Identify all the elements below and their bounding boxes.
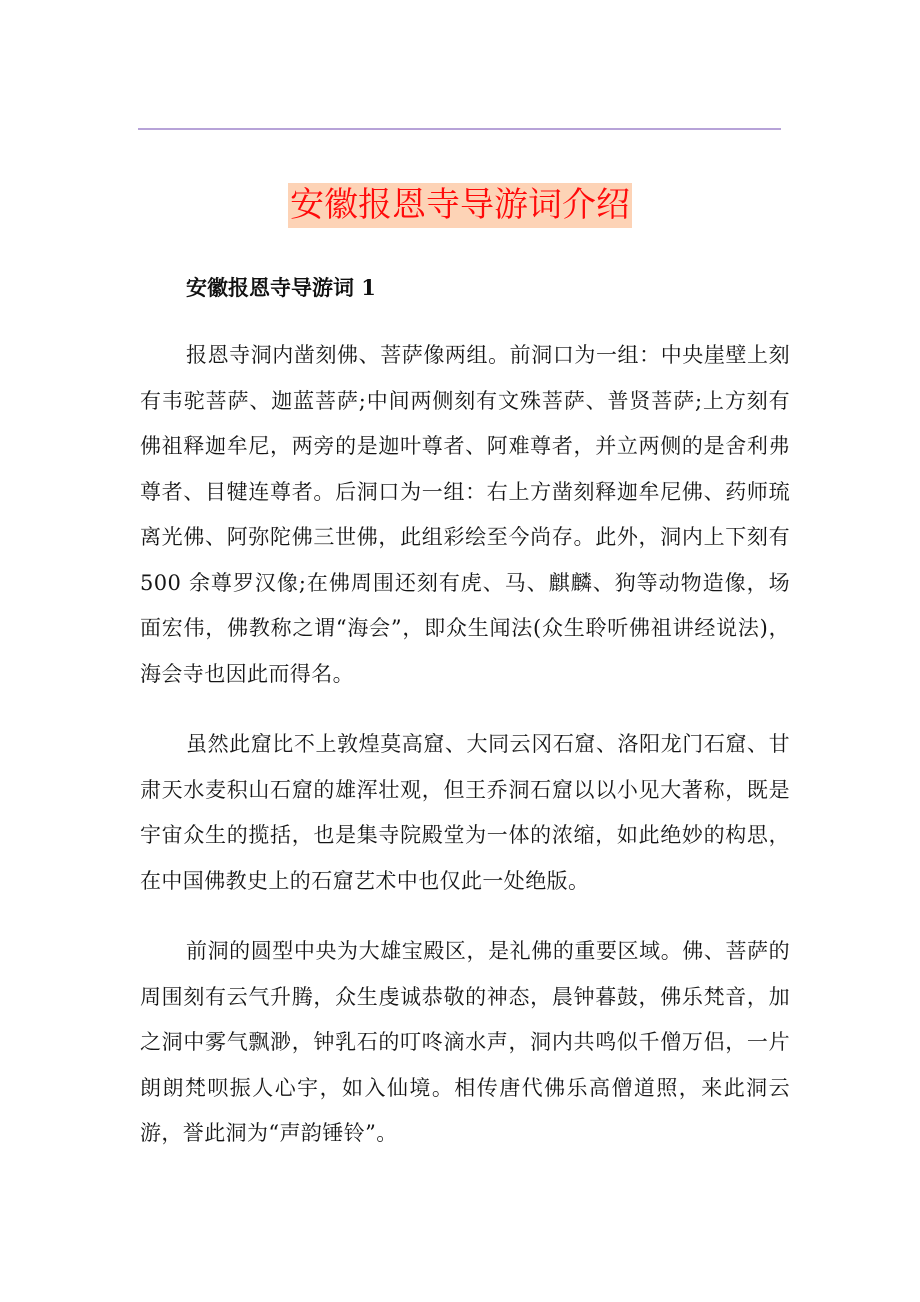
paragraph: 虽然此窟比不上敦煌莫高窟、大同云冈石窟、洛阳龙门石窟、甘肃天水麦积山石窟的雄浑壮观，但王乔洞石窟以以小见大著称，既是宇宙众生的揽括，也是集寺院殿堂为一体的浓缩，如此绝妙的构思，在中国佛教史上的石窟艺术中也仅此一处绝版。: [140, 732, 790, 893]
section-heading: 安徽报恩寺导游词 1: [186, 275, 376, 300]
title-container: [0, 160, 920, 251]
document-title: 安徽报恩寺导游词介绍: [288, 183, 632, 228]
paragraph: 报恩寺洞内凿刻佛、菩萨像两组。前洞口为一组：中央崖壁上刻有韦驼菩萨、迦蓝菩萨;中间两侧刻有文殊菩萨、普贤菩萨;上方刻有佛祖释迦牟尼，两旁的是迦叶尊者、阿难尊者，并立两侧的是舍利弗尊者、目犍连尊者。后洞口为一组：右上方凿刻释迦牟尼佛、药师琉离光佛、阿弥陀佛三世佛，此组彩绘至今尚存。此外，洞内上下刻有 500 余尊罗汉像;在佛周围还刻有虎、马、麒麟、狗等动物造像，场面宏伟，佛教称之谓“海会”，即众生闻法(众生聆听佛祖讲经说法)，海会寺也因此而得名。: [140, 343, 790, 686]
paragraph: 前洞的圆型中央为大雄宝殿区，是礼佛的重要区域。佛、菩萨的周围刻有云气升腾，众生虔诚恭敬的神态，晨钟暮鼓，佛乐梵音，加之洞中雾气飘渺，钟乳石的叮咚滴水声，洞内共鸣似千僧万侣，一片朗朗梵呗振人心宇，如入仙境。相传唐代佛乐高僧道照，来此洞云游，誉此洞为“声韵锤铃”。: [140, 939, 790, 1145]
header-divider: [138, 128, 781, 130]
document-body: [140, 270, 790, 1157]
